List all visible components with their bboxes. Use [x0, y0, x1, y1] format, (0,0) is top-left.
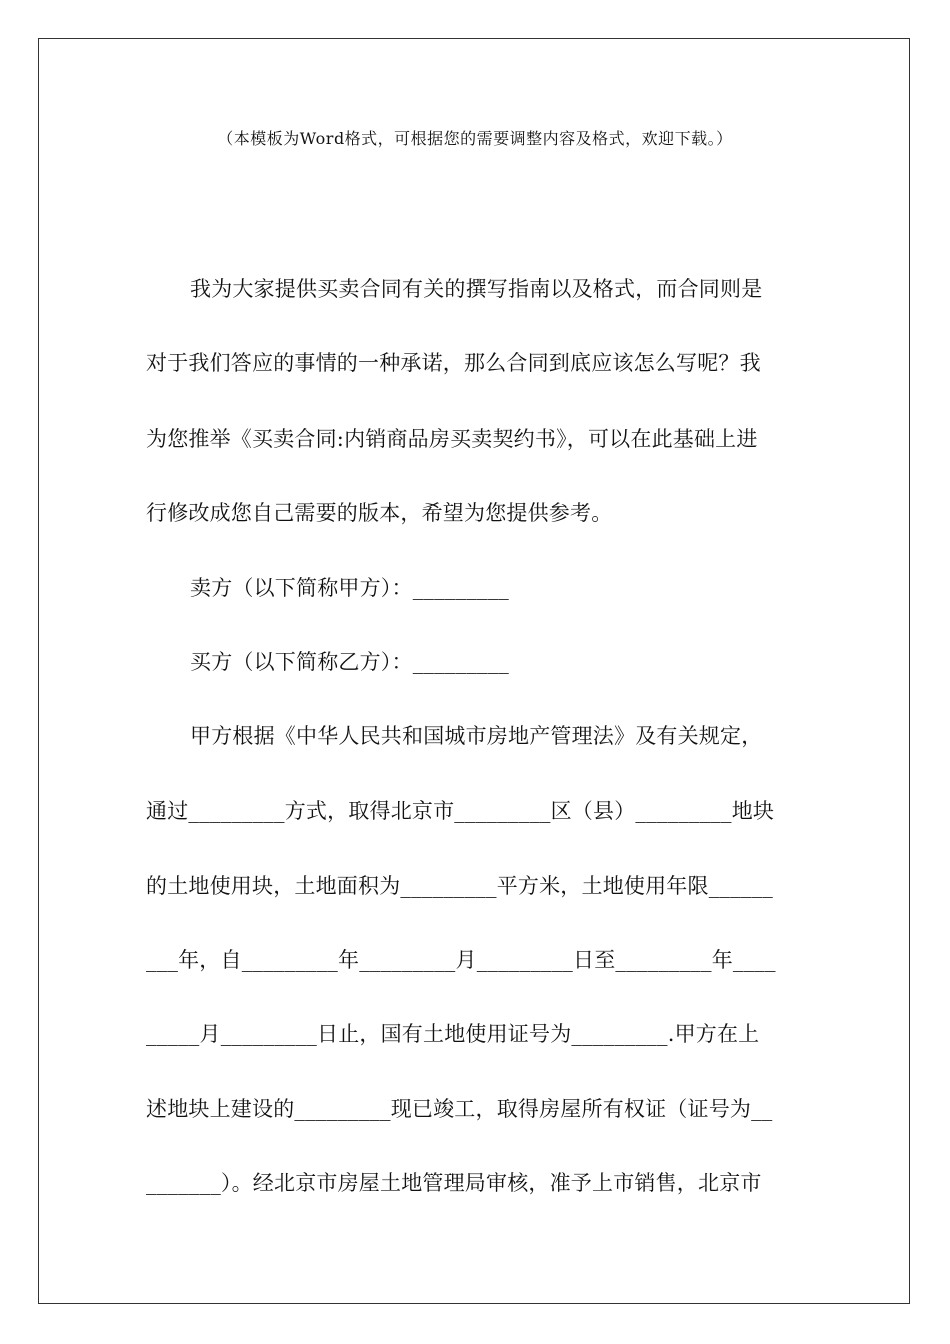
- body-line-10: ___年，自_________年_________月_________日至_________年____: [146, 948, 776, 972]
- buyer-line: 买方（以下简称乙方）：_________: [190, 650, 509, 674]
- body-line-4: 行修改成您自己需要的版本，希望为您提供参考。: [146, 501, 613, 525]
- seller-line: 卖方（以下简称甲方）：_________: [190, 576, 509, 600]
- body-line-12: 述地块上建设的_________现已竣工，取得房屋所有权证（证号为__: [146, 1097, 773, 1121]
- body-line-3: 为您推举《买卖合同:内销商品房买卖契约书》，可以在此基础上进: [146, 427, 758, 451]
- body-line-8: 通过_________方式，取得北京市_________区（县）_________地块: [146, 799, 775, 823]
- template-note: （本模板为Word格式，可根据您的需要调整内容及格式，欢迎下载。）: [217, 129, 733, 148]
- body-line-11: _____月_________日止，国有土地使用证号为_________.甲方在上: [146, 1022, 760, 1046]
- body-line-2: 对于我们答应的事情的一种承诺，那么合同到底应该怎么写呢？我: [146, 351, 761, 375]
- body-line-7: 甲方根据《中华人民共和国城市房地产管理法》及有关规定，: [190, 724, 763, 748]
- body-line-1: 我为大家提供买卖合同有关的撰写指南以及格式，而合同则是: [190, 277, 763, 301]
- body-line-9: 的土地使用块，土地面积为_________平方米，土地使用年限______: [146, 874, 773, 898]
- body-line-13: _______）。经北京市房屋土地管理局审核，准予上市销售，北京市: [146, 1171, 762, 1195]
